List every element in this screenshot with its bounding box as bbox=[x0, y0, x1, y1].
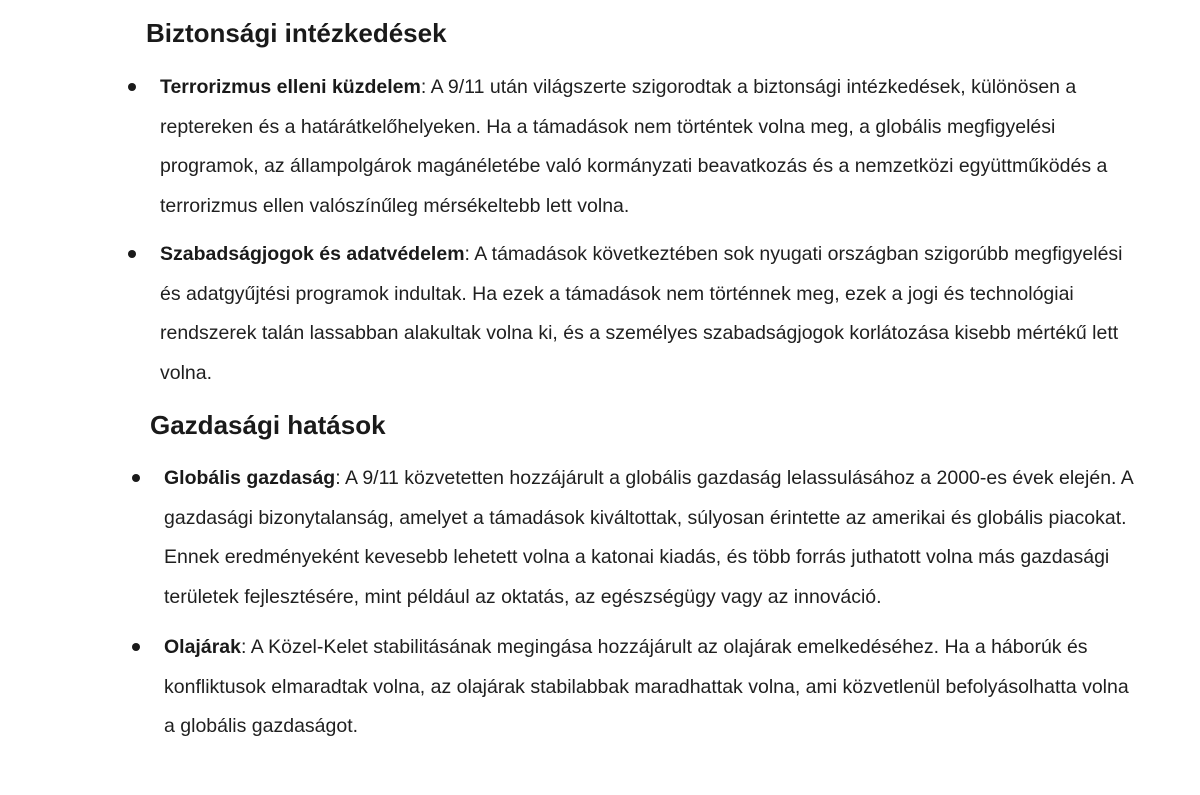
bullet-icon bbox=[128, 83, 136, 91]
item-term: Terrorizmus elleni küzdelem bbox=[160, 76, 421, 98]
item-text: : A 9/11 után világszerte szigorodtak a biztonsági intézkedések, különösen a reptereken és a határátkelőhelyeken. Ha a támadások nem történtek volna meg, a globális megfigyelési programok, az állampolgárok magánéletébe való kormányzati beavatkozás és a nemzetközi együttműködés a terrorizmus ellen valószínűleg mérsékeltebb lett volna. bbox=[160, 76, 1108, 217]
item-term: Szabadságjogok és adatvédelem bbox=[160, 243, 465, 265]
section-heading: Biztonsági intézkedések bbox=[146, 18, 447, 48]
list-item bbox=[160, 235, 1130, 393]
list-item bbox=[164, 459, 1134, 617]
bullet-list bbox=[164, 459, 1134, 747]
bullet-icon bbox=[128, 250, 136, 258]
item-text: : A 9/11 közvetetten hozzájárult a globális gazdaság lelassulásához a 2000-es évek elején. A gazdasági bizonytalanság, amelyet a támadások kiváltottak, súlyosan érintette az amerikai és globális piacokat. Ennek eredményeként kevesebb lehetett volna a katonai kiadás, és több forrás juthatott volna más gazdasági területek fejlesztésére, mint például az oktatás, az egészségügy vagy az innováció. bbox=[164, 467, 1133, 608]
item-text: : A Közel-Kelet stabilitásának megingása hozzájárult az olajárak emelkedéséhez. Ha a háborúk és konfliktusok elmaradtak volna, az olajárak stabilabbak maradhattak volna, ami közvetlenül befolyásolhatta volna a globális gazdaságot. bbox=[164, 636, 1129, 737]
item-term: Globális gazdaság bbox=[164, 467, 336, 489]
bullet-icon bbox=[132, 643, 140, 651]
item-text: : A támadások következtében sok nyugati országban szigorúbb megfigyelési és adatgyűjtési programok indultak. Ha ezek a támadások nem történnek meg, ezek a jogi és technológiai rendszerek talán lassabban alakultak volna ki, és a személyes szabadságjogok korlátozása kisebb mértékű lett volna. bbox=[160, 243, 1123, 384]
item-term: Olajárak bbox=[164, 636, 241, 658]
list-item bbox=[160, 68, 1130, 226]
bullet-list bbox=[160, 68, 1130, 393]
list-item bbox=[164, 628, 1134, 747]
section-heading: Gazdasági hatások bbox=[150, 410, 386, 440]
bullet-icon bbox=[132, 474, 140, 482]
